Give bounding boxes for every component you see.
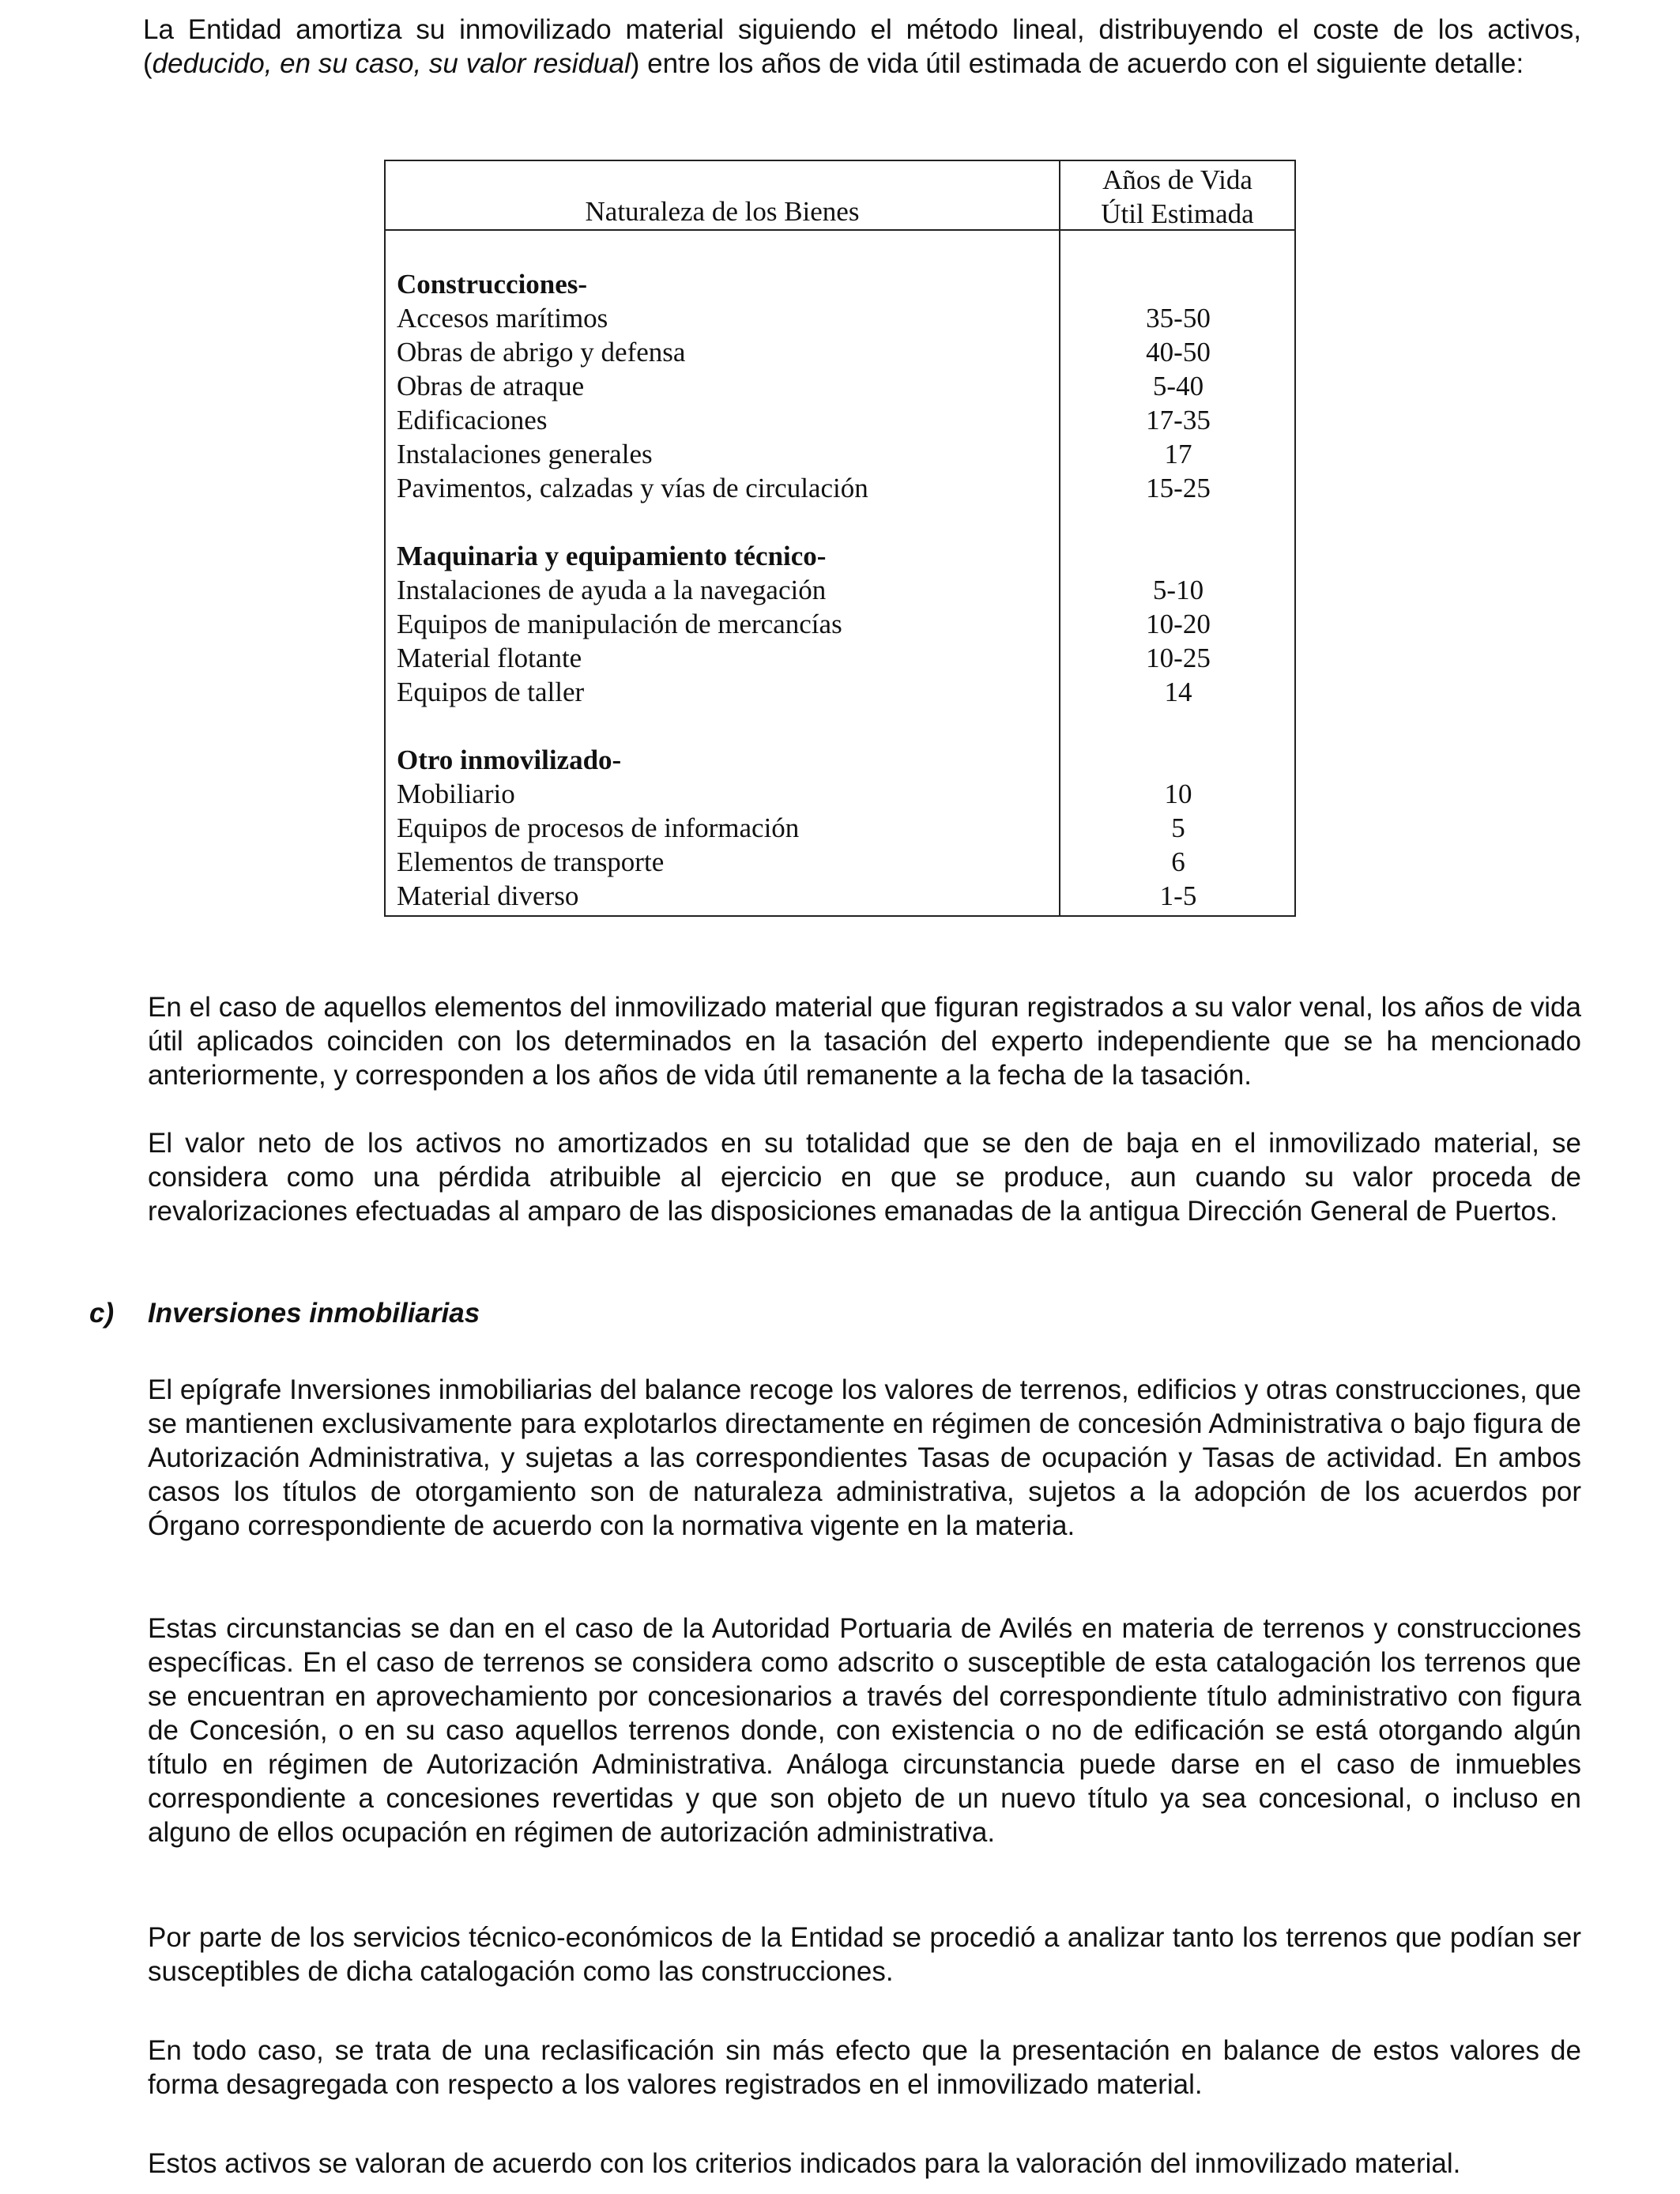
useful-life-years: 15-25 bbox=[1146, 473, 1211, 503]
useful-life-years: 17 bbox=[1164, 439, 1192, 469]
asset-label: Equipos de taller bbox=[397, 677, 585, 707]
table-group-row bbox=[386, 267, 1294, 301]
useful-life-years: 10-25 bbox=[1146, 643, 1211, 673]
table-row bbox=[386, 777, 1294, 811]
asset-label: Accesos marítimos bbox=[397, 303, 608, 334]
table-row bbox=[386, 879, 1294, 913]
asset-label: Obras de atraque bbox=[397, 371, 585, 401]
table-row bbox=[386, 607, 1294, 641]
table-row bbox=[386, 573, 1294, 607]
technical-services-paragraph: Por parte de los servicios técnico-económicos de la Entidad se procedió a analizar tanto los terrenos que podían ser susceptibles de dicha catalogación como las construcciones. bbox=[148, 1922, 1581, 1987]
table-row bbox=[386, 845, 1294, 879]
header-years bbox=[1060, 163, 1294, 231]
table-row bbox=[386, 403, 1294, 437]
useful-life-years: 6 bbox=[1171, 846, 1185, 877]
table-row bbox=[386, 811, 1294, 845]
intro-paragraph bbox=[143, 13, 1581, 81]
venal-value-paragraph: En el caso de aquellos elementos del inmovilizado material que figuran registrados a su valor venal, los años de vida útil aplicados coinciden con los determinados en la tasación del experto independiente que se ha mencionado anteriormente, y corresponden a los años de vida útil remanente a la fecha de la tasación. bbox=[148, 992, 1581, 1091]
asset-label: Construcciones- bbox=[397, 269, 588, 300]
useful-life-years: 14 bbox=[1164, 677, 1192, 707]
asset-label: Material flotante bbox=[397, 643, 582, 673]
disposal-paragraph: El valor neto de los activos no amortizados en su totalidad que se den de baja en el inmovilizado material, se considera como una pérdida atribuible al ejercicio en que se produce, aun cuando su valor proceda de revalorizaciones efectuadas al amparo de las disposiciones emanadas de la antigua Dirección General de Puertos. bbox=[148, 1128, 1581, 1227]
table-row bbox=[386, 369, 1294, 403]
table-row bbox=[386, 675, 1294, 709]
useful-life-years: 1-5 bbox=[1159, 880, 1197, 911]
asset-label: Mobiliario bbox=[397, 778, 515, 809]
table-spacer-row bbox=[386, 505, 1294, 539]
table-group-row bbox=[386, 539, 1294, 573]
table-row bbox=[386, 437, 1294, 471]
asset-label: Elementos de transporte bbox=[397, 846, 665, 877]
useful-life-years: 5-10 bbox=[1152, 575, 1204, 605]
section-c-heading bbox=[89, 1296, 480, 1330]
table-row bbox=[386, 471, 1294, 505]
asset-label: Instalaciones de ayuda a la navegación bbox=[397, 575, 827, 605]
section-marker: c) bbox=[89, 1298, 115, 1329]
useful-life-years: 40-50 bbox=[1146, 337, 1211, 368]
useful-life-table bbox=[384, 160, 1296, 917]
circumstances-paragraph: Estas circunstancias se dan en el caso de la Autoridad Portuaria de Avilés en materia de terrenos y construcciones específicas. En el caso de terrenos se considera como adscrito o susceptible de esta catalogación los terrenos que se encuentran en aprovechamiento por concesionarios a través del correspondiente título administrativo con figura de Concesión, o en su caso aquellos terrenos donde, con existencia o no de edificación se está otorgando algún título en régimen de Autorización Administrativa. Análoga circunstancia puede darse en el caso de inmuebles correspondiente a concesiones revertidas y que son objeto de un nuevo título ya sea concesional, o incluso en alguno de ellos ocupación en régimen de autorización administrativa. bbox=[148, 1613, 1581, 1848]
asset-label: Equipos de manipulación de mercancías bbox=[397, 609, 842, 639]
epigrafe-paragraph: El epígrafe Inversiones inmobiliarias del balance recoge los valores de terrenos, edificios y otras construcciones, que se mantienen exclusivamente para explotarlos directamente en régimen de concesión Administrativa o bajo figura de Autorización Administrativa, y sujetas a las correspondientes Tasas de ocupación y Tasas de actividad. En ambos casos los títulos de otorgamiento son de naturaleza administrativa, sujetos a la adopción de los acuerdos por Órgano correspondiente de acuerdo con la normativa vigente en la materia. bbox=[148, 1374, 1581, 1541]
table-spacer-row bbox=[386, 709, 1294, 743]
asset-label: Otro inmovilizado- bbox=[397, 745, 622, 775]
table-row bbox=[386, 301, 1294, 335]
table-row bbox=[386, 641, 1294, 675]
header-years-line2: Útil Estimada bbox=[1101, 198, 1254, 229]
useful-life-years: 5 bbox=[1171, 812, 1185, 843]
table-body bbox=[386, 267, 1294, 913]
header-years-line1: Años de Vida bbox=[1102, 164, 1252, 195]
asset-label: Equipos de procesos de información bbox=[397, 812, 800, 843]
intro-text-start: La Entidad amortiza su inmovilizado material siguiendo el método lineal, distribuyendo el coste de los activos, ( bbox=[143, 14, 1581, 79]
asset-label: Material diverso bbox=[397, 880, 579, 911]
asset-label: Maquinaria y equipamiento técnico- bbox=[397, 541, 827, 571]
table-row bbox=[386, 335, 1294, 369]
useful-life-years: 35-50 bbox=[1146, 303, 1211, 334]
header-nature: Naturaleza de los Bienes bbox=[585, 196, 860, 227]
intro-text-end: ) entre los años de vida útil estimada de acuerdo con el siguiente detalle: bbox=[630, 48, 1524, 79]
section-title: Inversiones inmobiliarias bbox=[148, 1298, 480, 1329]
asset-label: Obras de abrigo y defensa bbox=[397, 337, 686, 368]
valuation-paragraph: Estos activos se valoran de acuerdo con los criterios indicados para la valoración del inmovilizado material. bbox=[148, 2148, 1461, 2179]
useful-life-years: 5-40 bbox=[1152, 371, 1204, 401]
reclassification-paragraph: En todo caso, se trata de una reclasificación sin más efecto que la presentación en balance de estos valores de forma desagregada con respecto a los valores registrados en el inmovilizado material. bbox=[148, 2035, 1581, 2100]
asset-label: Edificaciones bbox=[397, 405, 548, 435]
intro-italic-note: deducido, en su caso, su valor residual bbox=[152, 48, 631, 79]
useful-life-years: 17-35 bbox=[1146, 405, 1211, 435]
useful-life-years: 10-20 bbox=[1146, 609, 1211, 639]
useful-life-years: 10 bbox=[1164, 778, 1192, 809]
asset-label: Pavimentos, calzadas y vías de circulación bbox=[397, 473, 868, 503]
asset-label: Instalaciones generales bbox=[397, 439, 653, 469]
table-group-row bbox=[386, 743, 1294, 777]
